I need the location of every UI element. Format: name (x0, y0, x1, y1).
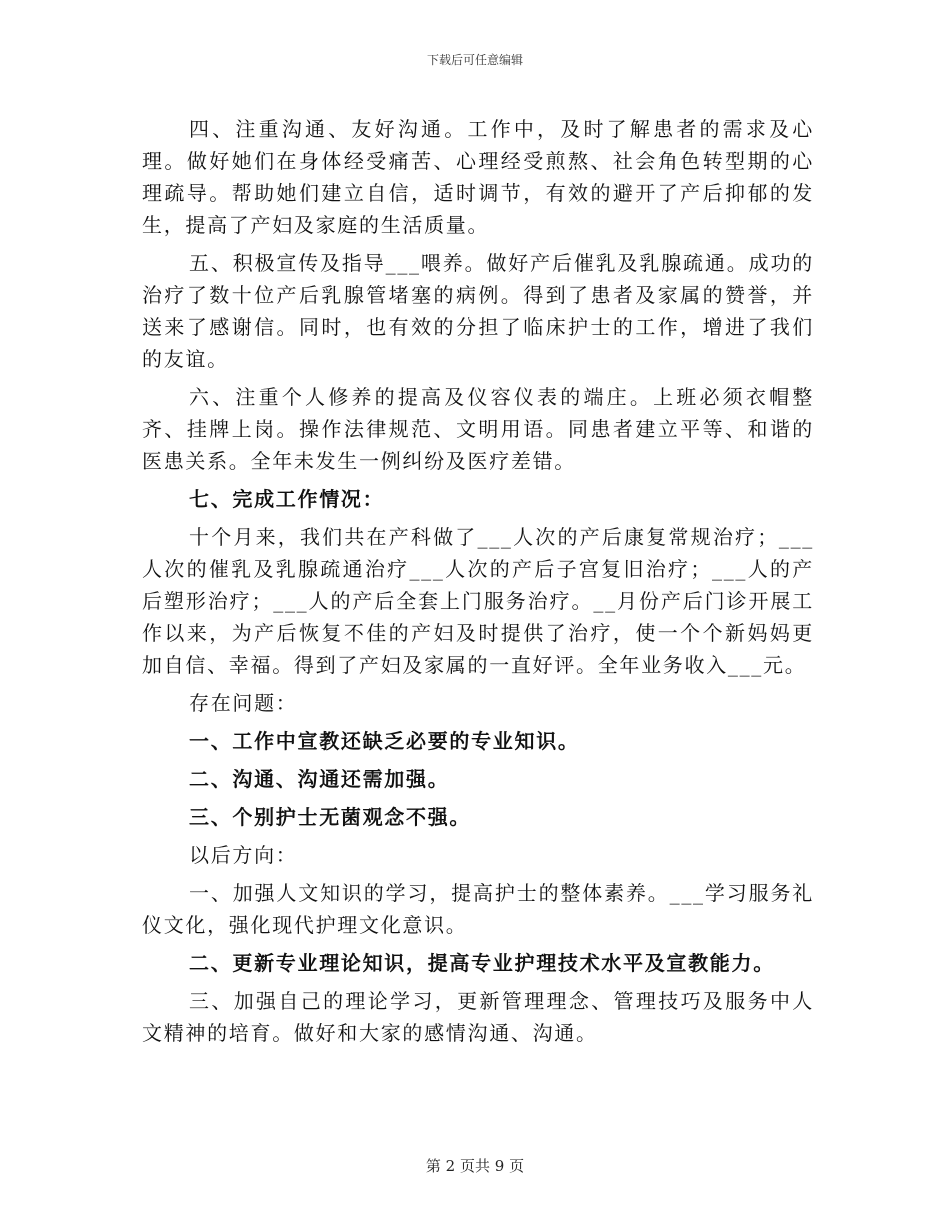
problem-item-2: 二、沟通、沟通还需加强。 (189, 767, 450, 791)
paragraph-feeding-guidance: 五、积极宣传及指导___喂养。做好产后催乳及乳腺疏通。成功的治疗了数十位产后乳腺管堵塞的病例。得到了患者及家属的赞誉，并送来了感谢信。同时，也有效的分担了临床护士的工作，增进了我们的友谊。 (142, 251, 814, 371)
problem-item-1: 一、工作中宣教还缺乏必要的专业知识。 (189, 729, 580, 753)
direction-item-1: 一、加强人文知识的学习，提高护士的整体素养。___学习服务礼仪文化，强化现代护理文化意识。 (142, 881, 814, 937)
page-header: 下载后可任意编辑 (426, 53, 523, 67)
document-body (142, 113, 814, 1055)
paragraph-work-summary: 十个月来，我们共在产科做了___人次的产后康复常规治疗；___人次的催乳及乳腺疏通治疗___人次的产后子宫复旧治疗；___人的产后塑形治疗；___人的产后全套上门服务治疗。__月份产后门诊开展工作以来，为产后恢复不佳的产妇及时提供了治疗，使一个个新妈妈更加自信、幸福。得到了产妇及家属的一直好评。全年业务收入___元。 (142, 525, 814, 677)
direction-item-2: 二、更新专业理论知识，提高专业护理技术水平及宣教能力。 (189, 951, 775, 975)
direction-item-3: 三、加强自己的理论学习，更新管理理念、管理技巧及服务中人文精神的培育。做好和大家的感情沟通、沟通。 (142, 989, 814, 1045)
page-number-footer: 第 2 页共 9 页 (425, 1157, 525, 1175)
problem-item-3: 三、个别护士无菌观念不强。 (189, 805, 472, 829)
section-heading-problems: 存在问题： (189, 691, 298, 715)
paragraph-communication: 四、注重沟通、友好沟通。工作中，及时了解患者的需求及心理。做好她们在身体经受痛苦、心理经受煎熬、社会角色转型期的心理疏导。帮助她们建立自信，适时调节，有效的避开了产后抑郁的发生，提高了产妇及家庭的生活质量。 (142, 117, 814, 237)
paragraph-personal-cultivation: 六、注重个人修养的提高及仪容仪表的端庄。上班必须衣帽整齐、挂牌上岗。操作法律规范、文明用语。同患者建立平等、和谐的医患关系。全年未发生一例纠纷及医疗差错。 (142, 385, 814, 473)
section-heading-future-direction: 以后方向： (189, 843, 298, 867)
section-heading-work-completion: 七、完成工作情况： (189, 487, 385, 511)
